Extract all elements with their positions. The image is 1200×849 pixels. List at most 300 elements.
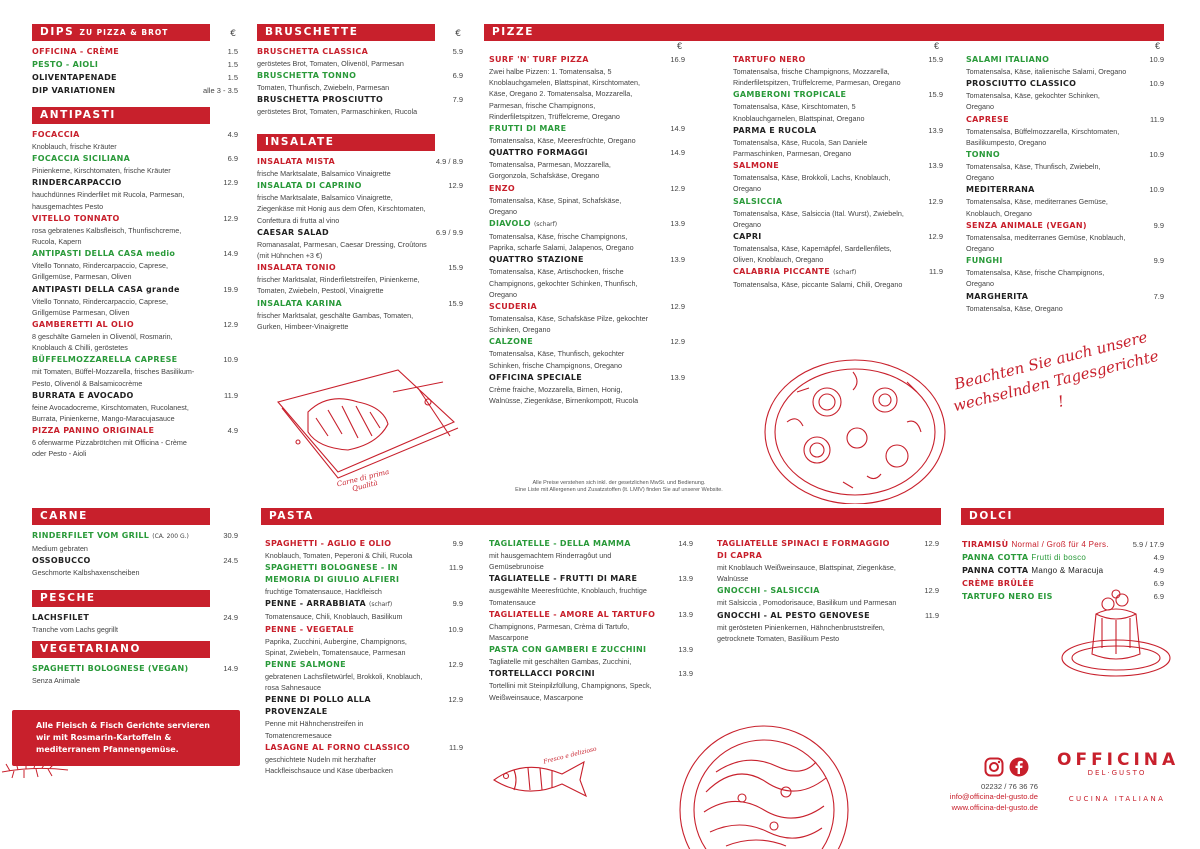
menu-item-price: 24.9 (223, 613, 238, 622)
menu-item-rindercarpaccio (32, 177, 238, 211)
menu-item-gamberetti-al-olio (32, 319, 238, 353)
social-links (984, 757, 1029, 777)
menu-item-price: 13.9 (928, 161, 943, 171)
menu-item-name: GNOCCHI - AL PESTO GENOVESE (717, 610, 870, 620)
menu-item-description: Tomatensalsa, Käse, Oregano (966, 303, 1063, 313)
menu-item-description: 6 ofenwarme Pizzabrötchen mit Officina - Crème oder Pesto - Aioli (32, 438, 187, 459)
menu-item-price: 14.9 (670, 148, 685, 158)
menu-item-suffix: (scharf) (369, 601, 393, 609)
menu-item-price: 10.9 (223, 355, 238, 365)
menu-item-tagliatelle-amore-al-tartufo (489, 609, 693, 643)
vegetariano-section (32, 641, 238, 687)
menu-item-price: 11.9 (448, 742, 463, 752)
menu-item-description: fruchtige Tomatensauce, Hackfleisch (265, 587, 382, 597)
menu-item-description: Tomatensalsa, Käse, Thunfisch, gekochter Schinken, frische Champignons, Oregano (489, 349, 625, 370)
dolci-item-name: PANNA COTTA Frutti di bosco (962, 553, 1087, 562)
menu-item-name: MEDITERRANA (966, 185, 1035, 195)
menu-item-price: 13.9 (678, 645, 693, 655)
menu-item-calabria-piccante (733, 266, 943, 290)
menu-item-price: 12.9 (448, 181, 463, 191)
menu-item-description: Crème fraiche, Mozzarella, Birnen, Honig, Walnüsse, Ziegenkäse, Birnenkompott, Rucola (489, 384, 639, 406)
menu-item-price: 4.9 (227, 130, 238, 139)
menu-item-name: SENZA ANIMALE (VEGAN) (966, 220, 1087, 230)
menu-item-suffix: (scharf) (533, 221, 558, 229)
menu-item-name: OFFICINA - CRÈME (32, 47, 120, 56)
menu-item-name: GAMBERETTI AL OLIO (32, 320, 134, 330)
menu-item-price: 15.9 (448, 298, 463, 308)
menu-item-description: feine Avocadocreme, Kirschtomaten, Rucolanest, Burrata, Pinienkerne, Mango-Maracujasauce (32, 402, 189, 424)
menu-item-price: 13.9 (678, 609, 693, 619)
menu-item-price: 9.9 (1153, 256, 1164, 266)
menu-item-name: INSALATA TONIO (257, 263, 337, 273)
dolci-item-panna-cotta (962, 565, 1164, 577)
menu-item-description: Tomatensalsa, Käse, italienische Salami, Oregano (966, 67, 1127, 76)
menu-item-name: BRUSCHETTA TONNO (257, 71, 357, 81)
dolci-item-tiramis (962, 539, 1164, 551)
menu-item-price: 10.9 (448, 624, 463, 634)
menu-item-price: 13.9 (670, 255, 685, 265)
menu-item-description: rosa gebratenes Kalbsfleisch, Thunfischcreme, Rucola, Kapern (32, 225, 182, 247)
menu-item-insalata-di-caprino (257, 180, 463, 226)
menu-item-officina-speciale (489, 372, 685, 406)
pasta-bowl-illustration (676, 722, 852, 849)
menu-item-description: Tomatensalsa, Käse, Schafskäse Pilze, gekochter Schinken, Oregano (489, 314, 649, 335)
menu-item-name: OLIVENTAPENADE (32, 73, 117, 82)
instagram-icon[interactable] (984, 757, 1004, 777)
pizze-col-3 (966, 54, 1164, 315)
menu-item-description: mit Tomaten, Büffel-Mozzarella, frisches Basilikum-Pesto, Olivenöl & Balsamicocrème (32, 367, 195, 388)
menu-item-name: PASTA CON GAMBERI E ZUCCHINI (489, 645, 647, 655)
menu-item-caprese (966, 114, 1164, 148)
menu-item-name: TAGLIATELLE - AMORE AL TARTUFO (489, 609, 656, 619)
menu-item-description: Champignons, Parmesan, Crèma di Tartufo, Mascarpone (489, 621, 630, 643)
menu-item-bruschetta-tonno (257, 70, 463, 93)
menu-item-name: SPAGHETTI BOLOGNESE - IN MEMORIA DI GIULIO ALFIERI (265, 563, 400, 585)
menu-item-lasagne-al-forno-classico (265, 742, 463, 776)
menu-item-description: Tomatensalsa, Käse, Artischocken, frische Champignons, gekochter Schinken, Thunfisch, Oregano (489, 267, 638, 299)
menu-item-dip-variationen (32, 85, 238, 97)
menu-item-salami-italiano (966, 54, 1164, 77)
menu-item-frutti-di-mare (489, 123, 685, 146)
menu-item-name: BRUSCHETTA PROSCIUTTO (257, 95, 384, 105)
pasta-col-2 (489, 538, 693, 704)
antipasti-header: ANTIPASTI (32, 107, 210, 124)
menu-item-price: 14.9 (223, 249, 238, 259)
menu-item-name: QUATTRO FORMAGGI (489, 148, 588, 158)
menu-item-tagliatelle-della-mamma (489, 538, 693, 572)
fish-illustration (484, 752, 594, 802)
menu-item-name: MARGHERITA (966, 291, 1029, 301)
menu-item-salsiccia (733, 196, 943, 230)
menu-item-description: Zwei halbe Pizzen: 1. Tomatensalsa, 5 Knoblauchgamelen, Blattspinat, Kirschtomaten, Käse, Oregano 2. Tomatensalsa, Mozzarella, Parmesan, frische Champignons, Rinderfiletspitzen, Trüffelcreme, Oregano (489, 67, 641, 121)
menu-item-antipasti-della-casa-grande (32, 284, 238, 318)
menu-item-price: 12.9 (670, 337, 685, 347)
menu-item-pesto-aioli (32, 59, 238, 71)
menu-item-price: 14.9 (670, 124, 685, 134)
dolci-item-detail: Mango & Maracuja (1031, 566, 1104, 575)
menu-item-price: 5.9 (452, 47, 463, 56)
menu-item-description: Tomatensalsa, Käse, Brokkoli, Lachs, Knoblauch, Oregano (733, 173, 891, 194)
menu-item-price: 12.9 (924, 539, 939, 548)
menu-item-margherita (966, 291, 1164, 314)
menu-item-description: geröstetes Brot, Tomaten, Olivenöl, Parmesan (257, 59, 404, 68)
menu-item-description: Tomatensalsa, Käse, gekochter Schinken, Oregano (966, 91, 1100, 112)
menu-item-name: SALMONE (733, 161, 780, 171)
menu-item-penne-vegetale (265, 624, 463, 658)
menu-item-name: SURF 'N' TURF PIZZA (489, 55, 589, 64)
dolci-item-name: TIRAMISÙ Normal / Groß für 4 Pers. (962, 540, 1109, 549)
dolci-item-price: 4.9 (1153, 566, 1164, 575)
menu-item-description: mit Salsiccia , Pomodorisauce, Basilikum und Parmesan (717, 598, 897, 608)
menu-item-tortellacci-porcini (489, 668, 693, 702)
menu-item-description: hauchdünnes Rinderfilet mit Rucola, Parmesan, hausgemachtes Pesto (32, 190, 185, 211)
price-footnote: Alle Preise verstehen sich inkl. der gesetzlichen MwSt. und Bedienung. Eine Liste mit Allergenen und Zusatzstoffen (lt. LMIV) finden Sie auf unserer Website. (515, 480, 723, 493)
menu-item-oliventapenade (32, 72, 238, 84)
menu-item-description: Paprika, Zucchini, Aubergine, Champignons, Spinat, Zwiebeln, Tomatensauce, Parmesan (265, 636, 407, 657)
menu-item-description: mit hausgemachtem Rinderragôut und Gemüsebrunoise (489, 551, 612, 572)
menu-item-description: Tomatensalsa, Käse, mediterranes Gemüse, Knoblauch, Oregano (966, 197, 1108, 218)
menu-item-price: 6.9 (227, 154, 238, 164)
menu-item-tartufo-nero (733, 54, 943, 88)
menu-item-description: Tranche vom Lachs gegrillt (32, 625, 119, 634)
menu-item-price: 12.9 (223, 320, 238, 330)
script-fresco: Fresco e delizioso (542, 745, 598, 766)
menu-item-name: FOCACCIA SICILIANA (32, 154, 131, 164)
email-link[interactable]: info@officina-del-gusto.de (949, 792, 1038, 802)
contact-info (950, 782, 1038, 813)
menu-item-name: FUNGHI (966, 256, 1003, 266)
menu-item-name: ANTIPASTI DELLA CASA grande (32, 284, 180, 294)
menu-item-description: Tomatensalsa, mediterranes Gemüse, Knoblauch, Oregano (966, 232, 1126, 254)
rosemary-icon (0, 752, 70, 782)
pizze-col-1 (489, 54, 685, 407)
menu-item-name: GNOCCHI - SALSICCIA (717, 586, 820, 596)
vegetariano-header: VEGETARIANO (32, 641, 210, 658)
menu-item-price: 12.9 (928, 196, 943, 206)
menu-item-name: ANTIPASTI DELLA CASA medio (32, 249, 176, 259)
menu-item-calzone (489, 336, 685, 370)
pizze-currency-3: € (1155, 41, 1161, 51)
dolci-item-price: 4.9 (1153, 553, 1164, 562)
menu-item-name: CAESAR SALAD (257, 227, 329, 237)
menu-item-price: 11.9 (448, 563, 463, 573)
menu-item-scuderia (489, 301, 685, 335)
menu-item-name: TARTUFO NERO (733, 55, 806, 64)
menu-item-tagliatelle-frutti-di-mare (489, 573, 693, 607)
menu-item-prosciutto-classico (966, 78, 1164, 112)
menu-item-price: 11.9 (223, 390, 238, 400)
menu-item-price: 13.9 (678, 669, 693, 679)
menu-item-description: Knoblauch, Tomaten, Peperoni & Chili, Rucola (265, 551, 413, 560)
menu-item-name: BURRATA E AVOCADO (32, 390, 134, 400)
dolci-item-name: CRÈME BRÛLÉE (962, 579, 1035, 588)
menu-item-name: TORTELLACCI PORCINI (489, 669, 595, 679)
menu-item-insalata-mista (257, 156, 463, 179)
menu-item-price: 6.9 (452, 71, 463, 81)
menu-item-spaghetti-bolognese-in-memoria-di-giulio-alfieri (265, 562, 463, 597)
pizze-currency-1: € (677, 41, 683, 51)
menu-item-description: Tomatensauce, Chili, Knoblauch, Basilikum (265, 612, 403, 622)
menu-item-price: 1.5 (227, 73, 238, 82)
menu-item-description: geröstetes Brot, Tomaten, Parmaschinken, Rucola (257, 107, 418, 117)
menu-item-name: SPAGHETTI - AGLIO E OLIO (265, 539, 392, 548)
menu-item-price: 12.9 (448, 695, 463, 705)
dolci-item-detail: Frutti di bosco (1031, 553, 1087, 562)
panna-cotta-illustration (1058, 588, 1176, 684)
menu-item-name: RINDERCARPACCIO (32, 178, 122, 188)
menu-item-antipasti-della-casa-medio (32, 248, 238, 282)
menu-item-price: 7.9 (1153, 291, 1164, 301)
menu-item-pasta-con-gamberi-e-zucchini (489, 644, 693, 667)
menu-item-price: 4.9 (227, 426, 238, 436)
menu-item-name: TONNO (966, 150, 1000, 160)
phone-number[interactable]: 02232 / 76 36 76 (980, 782, 1038, 791)
menu-item-name: PENNE - ARRABBIATA (scharf) (265, 599, 393, 609)
menu-item-description: Tomatensalsa, Käse, Thunfisch, Zwiebeln, Oregano (966, 162, 1101, 183)
pesche-header: PESCHE (32, 590, 210, 607)
menu-item-name: SCUDERIA (489, 302, 537, 312)
menu-item-name: SPAGHETTI BOLOGNESE (VEGAN) (32, 664, 189, 673)
menu-item-price: 9.9 (1153, 220, 1164, 230)
menu-item-price: 10.9 (1149, 55, 1164, 64)
dolci-item-price: 5.9 / 17.9 (1132, 540, 1164, 549)
menu-item-name: FOCACCIA (32, 130, 80, 139)
menu-item-price: 6.9 / 9.9 (435, 227, 463, 237)
menu-item-description: Tomatensalsa, Käse, Salsiccia (Ital. Wurst), Zwiebeln, Oregano (733, 208, 904, 229)
menu-item-tagliatelle-spinaci-e-formaggio-di-capra (717, 538, 939, 584)
menu-item-suffix: (CA. 200 G.) (152, 533, 189, 540)
menu-item-name: GAMBERONI TROPICALE (733, 90, 847, 100)
menu-item-description: Romanasalat, Parmesan, Caesar Dressing, Croûtons (mit Hühnchen +3 €) (257, 239, 427, 261)
menu-item-b-ffelmozzarella-caprese (32, 354, 238, 388)
menu-item-price: 10.9 (1149, 185, 1164, 195)
menu-item-price: 15.9 (928, 90, 943, 100)
menu-item-gnocchi-salsiccia (717, 585, 939, 608)
menu-item-price: 11.9 (924, 610, 939, 620)
menu-item-name: LACHSFILET (32, 613, 90, 622)
menu-item-price: 12.9 (928, 232, 943, 242)
dolci-item-panna-cotta (962, 552, 1164, 564)
menu-item-description: frischer Marktsalat, geschälte Gambas, Tomaten, Gurken, Himbeer-Vinaigrette (257, 310, 414, 331)
menu-item-name: VITELLO TONNATO (32, 213, 120, 223)
menu-item-description: Tomaten, Thunfisch, Zwiebeln, Parmesan (257, 83, 390, 93)
menu-item-price: 11.9 (1149, 114, 1164, 124)
menu-item-price: 24.5 (223, 556, 238, 566)
menu-item-name: SALAMI ITALIANO (966, 55, 1050, 64)
menu-item-description: Senza Animale (32, 676, 80, 685)
pizza-illustration (757, 352, 953, 504)
menu-item-price: 14.9 (223, 664, 238, 673)
menu-item-funghi (966, 255, 1164, 289)
menu-item-name: CAPRI (733, 232, 762, 242)
menu-item-name: PESTO - AIOLI (32, 60, 99, 69)
menu-item-quattro-formaggi (489, 147, 685, 181)
menu-item-price: 7.9 (452, 95, 463, 105)
menu-item-name: CALABRIA PICCANTE (scharf) (733, 267, 857, 277)
menu-item-name: PENNE SALMONE (265, 660, 346, 670)
menu-item-name: BÜFFELMOZZARELLA CAPRESE (32, 355, 178, 365)
menu-item-description: Tomatensalsa, Käse, piccante Salami, Chili, Oregano (733, 280, 903, 290)
menu-item-description: Tomatensalsa, Käse, Spinat, Schafskäse, Oregano (489, 195, 622, 216)
menu-item-description: Knoblauch, frische Kräuter (32, 142, 117, 151)
dips-header: DIPS ZU PIZZA & BROT € (32, 24, 210, 41)
menu-item-name: CALZONE (489, 337, 534, 347)
menu-item-focaccia-siciliana (32, 153, 238, 176)
menu-item-price: 1.5 (227, 47, 238, 56)
menu-item-salmone (733, 160, 943, 194)
menu-item-price: alle 3 - 3.5 (202, 86, 238, 95)
menu-item-name: INSALATA DI CAPRINO (257, 181, 362, 191)
menu-item-name: ENZO (489, 183, 515, 193)
menu-item-vitello-tonnato (32, 213, 238, 247)
carne-section (32, 508, 238, 579)
bruschette-section (257, 24, 463, 119)
pasta-col-1 (265, 538, 463, 777)
menu-item-suffix: (scharf) (833, 269, 857, 277)
menu-item-description: Medium gebraten (32, 544, 88, 553)
menu-item-description: 8 geschälte Garnelen in Olivenöl, Rosmarin, Knoblauch & Chilli, geröstetes (32, 332, 173, 353)
script-quality: Carne di prima Qualità (336, 467, 390, 493)
menu-item-bruschetta-classica (257, 46, 463, 69)
menu-item-focaccia (32, 129, 238, 152)
menu-item-name: QUATTRO STAZIONE (489, 255, 584, 265)
menu-item-price: 13.9 (670, 372, 685, 382)
menu-item-insalata-karina (257, 298, 463, 332)
pesche-section (32, 590, 238, 636)
dolci-item-detail: Normal / Groß für 4 Pers. (1011, 540, 1109, 549)
menu-item-price: 12.9 (223, 178, 238, 188)
insalate-section (257, 134, 463, 333)
menu-item-price: 12.9 (223, 213, 238, 223)
menu-item-price: 9.9 (452, 539, 463, 548)
menu-item-senza-animale-vegan (966, 220, 1164, 254)
menu-item-officina-cr-me (32, 46, 238, 58)
website-link[interactable]: www.officina-del-gusto.de (951, 802, 1038, 812)
menu-item-description: Vitello Tonnato, Rindercarpaccio, Caprese, Grillgemüse, Parmesan, Oliven (32, 261, 168, 282)
menu-item-description: Tomatensalsa, frische Champignons, Mozzarella, Rinderfiletspitzen, Trüffelcreme, Parmesan, Oregano (733, 67, 901, 88)
steak-board-illustration (268, 362, 464, 490)
facebook-icon[interactable] (1009, 757, 1029, 777)
script-tagesgerichte: Beachten Sie auch unsere wechselnden Tagesgerichte ! (951, 327, 1161, 416)
menu-item-description: Tagliatelle mit geschälten Gambas, Zucchini, (489, 657, 632, 667)
menu-item-name: OSSOBUCCO (32, 556, 91, 566)
menu-item-insalata-tonio (257, 262, 463, 296)
menu-item-name: CAPRESE (966, 114, 1009, 124)
menu-item-description: Penne mit Hähnchenstreifen in Tomatencremesauce (265, 719, 364, 740)
menu-item-description: mit gerösteten Pinienkernen, Hähnchenbruststreifen, getrocknete Tomaten, Basilikum Pesto (717, 622, 885, 643)
menu-item-description: frischer Marktsalat, Rinderfiletstreifen, Pinienkerne, Tomaten, Zwiebeln, Pestoöl, Vinaigrette (257, 275, 420, 296)
menu-item-description: frische Marktsalate, Balsamico Vinaigrette (257, 169, 391, 178)
menu-item-price: 13.9 (670, 219, 685, 229)
menu-item-description: geschichtete Nudeln mit herzhafter Hackfleischsauce und Käse überbacken (265, 754, 393, 776)
menu-item-price: 12.9 (924, 586, 939, 596)
dolci-item-price: 6.9 (1153, 579, 1164, 588)
dolci-item-name: TARTUFO NERO EIS (962, 592, 1053, 601)
menu-item-mediterrana (966, 184, 1164, 218)
menu-item-name: RINDERFILET VOM GRILL (CA. 200 G.) (32, 531, 189, 540)
menu-item-spaghetti-aglio-e-olio (265, 538, 463, 561)
menu-item-description: frische Marktsalate, Balsamico Vinaigrette, Ziegenkäse mit Honig aus dem Ofen, Kirschtomaten, Confettura di frutta al vino (257, 193, 426, 225)
menu-item-price: 4.9 / 8.9 (435, 157, 463, 166)
menu-item-gamberoni-tropicale (733, 89, 943, 123)
menu-item-name: LASAGNE AL FORNO CLASSICO (265, 742, 411, 752)
menu-item-name: SALSICCIA (733, 196, 783, 206)
bruschette-header: BRUSCHETTE € (257, 24, 435, 41)
menu-item-description: gebratenen Lachsfiletwürfel, Brokkoli, Knoblauch, rosa Sahnesauce (265, 672, 423, 693)
menu-item-tonno (966, 149, 1164, 183)
menu-item-name: PENNE - VEGETALE (265, 624, 355, 634)
brand-logo: OFFICINA DEL·GUSTO CUCINA ITALIANA (1057, 750, 1180, 803)
menu-item-penne-salmone (265, 659, 463, 693)
menu-item-description: Tomatensalsa, Büffelmozzarella, Kirschtomaten, Basilikumpesto, Oregano (966, 126, 1120, 147)
menu-item-bruschetta-prosciutto (257, 94, 463, 117)
pizze-header: PIZZE (484, 24, 1164, 41)
menu-item-description: Tomatensalsa, Parmesan, Mozzarella, Gorgonzola, Schafskäse, Oregano (489, 160, 611, 181)
menu-item-price: 13.9 (928, 125, 943, 135)
menu-item-rinderfilet-vom-grill (32, 530, 238, 554)
menu-item-price: 12.9 (670, 183, 685, 193)
menu-item-price: 10.9 (1149, 150, 1164, 160)
pizze-section (484, 24, 1164, 41)
menu-item-name: FRUTTI DI MARE (489, 124, 567, 134)
menu-item-enzo (489, 183, 685, 217)
menu-item-name: BRUSCHETTA CLASSICA (257, 47, 369, 56)
menu-item-price: 15.9 (448, 263, 463, 273)
menu-item-burrata-e-avocado (32, 390, 238, 424)
menu-item-name: INSALATA KARINA (257, 298, 343, 308)
menu-item-diavolo (489, 218, 685, 253)
menu-item-price: 19.9 (223, 284, 238, 294)
menu-item-name: DIAVOLO (scharf) (489, 219, 558, 229)
menu-item-price: 16.9 (670, 55, 685, 64)
menu-item-name: TAGLIATELLE SPINACI E FORMAGGIO DI CAPRA (717, 539, 890, 560)
pasta-col-3 (717, 538, 939, 645)
pizze-col-2 (733, 54, 943, 292)
pasta-section (261, 508, 941, 525)
menu-item-surf-n-turf-pizza (489, 54, 685, 122)
menu-item-price: 9.9 (452, 599, 463, 609)
menu-item-description: Tomatensalsa, Käse, Meeresfrüchte, Oregano (489, 136, 636, 146)
menu-item-caesar-salad (257, 227, 463, 261)
menu-item-price: 15.9 (928, 55, 943, 64)
menu-item-name: TAGLIATELLE - DELLA MAMMA (489, 539, 631, 548)
menu-item-description: Vitello Tonnato, Rindercarpaccio, Caprese, Grillgemüse Parmesan, Oliven (32, 296, 168, 317)
dolci-header: DOLCI (961, 508, 1164, 525)
menu-item-description: Tomatensalsa, Käse, Kapernäpfel, Sardellenfilets, Oliven, Knoblauch, Oregano (733, 244, 892, 265)
menu-item-name: PIZZA PANINO ORIGINALE (32, 426, 155, 436)
menu-item-description: mit Knoblauch Weißweinsauce, Blattspinat, Ziegenkäse, Walnüsse (717, 563, 896, 584)
menu-item-description: ausgewählte Meeresfrüchte, Knoblauch, fruchtige Tomatensauce (489, 586, 647, 607)
menu-item-price: 30.9 (223, 531, 238, 540)
menu-item-price: 1.5 (227, 60, 238, 69)
menu-item-quattro-stazione (489, 254, 685, 300)
menu-item-description: Tomatensalsa, Käse, Kirschtomaten, 5 Knoblauchgarnelen, Blattspinat, Oregano (733, 102, 865, 123)
dips-section (32, 24, 238, 98)
dolci-item-name: PANNA COTTA Mango & Maracuja (962, 566, 1104, 575)
menu-item-pizza-panino-originale (32, 425, 238, 459)
menu-item-name: PENNE DI POLLO ALLA PROVENZALE (265, 695, 371, 717)
side-dish-notice: Alle Fleisch & Fisch Gerichte servieren wir mit Rosmarin-Kartoffeln & mediterranem Pfannengemüse. (12, 710, 240, 766)
menu-item-price: 12.9 (670, 302, 685, 312)
menu-item-spaghetti-bolognese-vegan (32, 663, 238, 686)
menu-item-penne-arrabbiata (265, 598, 463, 622)
menu-item-parma-e-rucola (733, 125, 943, 159)
dolci-item-price: 6.9 (1153, 592, 1164, 601)
menu-item-description: Tomatensalsa, Käse, Rucola, San Daniele Parmaschinken, Parmesan, Oregano (733, 137, 868, 159)
menu-item-price: 14.9 (678, 539, 693, 548)
menu-item-name: DIP VARIATIONEN (32, 86, 116, 95)
menu-item-name: TAGLIATELLE - FRUTTI DI MARE (489, 574, 638, 584)
